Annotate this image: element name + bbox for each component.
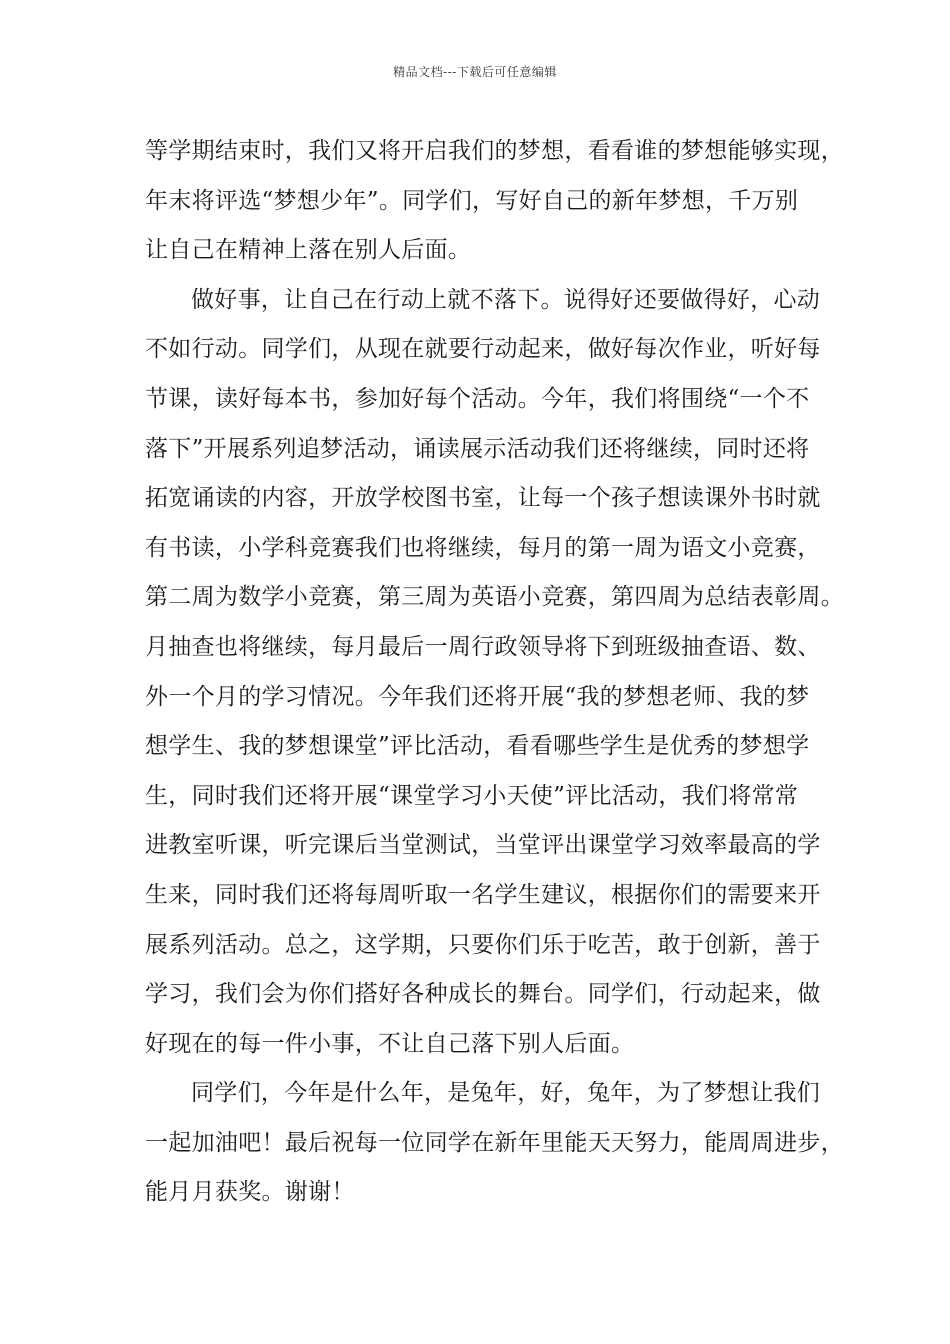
text-line: 让自己在精神上落在别人后面。 [145, 237, 472, 264]
text-line: 做好事，让自己在行动上就不落下。说得好还要做得好，心动 [191, 286, 821, 313]
text-line: 一起加油吧！最后祝每一位同学在新年里能天天努力，能周周进步， [145, 1129, 844, 1156]
text-line: 好现在的每一件小事，不让自己落下别人后面。 [145, 1030, 635, 1057]
text-line: 生来，同时我们还将每周听取一名学生建议，根据你们的需要来开 [145, 881, 821, 908]
text-line: 不如行动。同学们，从现在就要行动起来，做好每次作业，听好每 [145, 336, 821, 363]
text-line: 节课，读好每本书，参加好每个活动。今年，我们将围绕“一个不 [145, 385, 810, 412]
text-line: 展系列活动。总之，这学期，只要你们乐于吃苦，敢于创新，善于 [145, 931, 821, 958]
text-line: 年末将评选“梦想少年”。同学们，写好自己的新年梦想，千万别 [145, 187, 799, 214]
text-line: 能月月获奖。谢谢！ [145, 1179, 355, 1206]
text-line: 学习，我们会为你们搭好各种成长的舞台。同学们，行动起来，做 [145, 981, 821, 1008]
text-line: 等学期结束时，我们又将开启我们的梦想，看看谁的梦想能够实现， [145, 138, 844, 164]
text-line: 落下”开展系列追梦活动，诵读展示活动我们还将继续，同时还将 [145, 435, 810, 462]
text-line: 有书读，小学科竞赛我们也将继续，每月的第一周为语文小竞赛， [145, 534, 821, 561]
text-line: 生，同时我们还将开展“课堂学习小天使”评比活动，我们将常常 [145, 782, 799, 809]
text-line: 同学们，今年是什么年，是兔年，好，兔年，为了梦想让我们 [191, 1080, 821, 1107]
text-line: 第二周为数学小竞赛，第三周为英语小竞赛，第四周为总结表彰周。 [145, 584, 844, 611]
text-line: 想学生、我的梦想课堂”评比活动，看看哪些学生是优秀的梦想学 [145, 733, 810, 760]
text-line: 月抽查也将继续，每月最后一周行政领导将下到班级抽查语、数、 [145, 633, 821, 660]
text-line: 进教室听课，听完课后当堂测试，当堂评出课堂学习效率最高的学 [145, 832, 821, 859]
body-text [145, 127, 844, 1218]
text-line: 外一个月的学习情况。今年我们还将开展“我的梦想老师、我的梦 [145, 683, 810, 710]
text-line: 拓宽诵读的内容，开放学校图书室，让每一个孩子想读课外书时就 [145, 485, 821, 512]
page-header: 精品文档---下载后可任意编辑 [393, 65, 557, 79]
